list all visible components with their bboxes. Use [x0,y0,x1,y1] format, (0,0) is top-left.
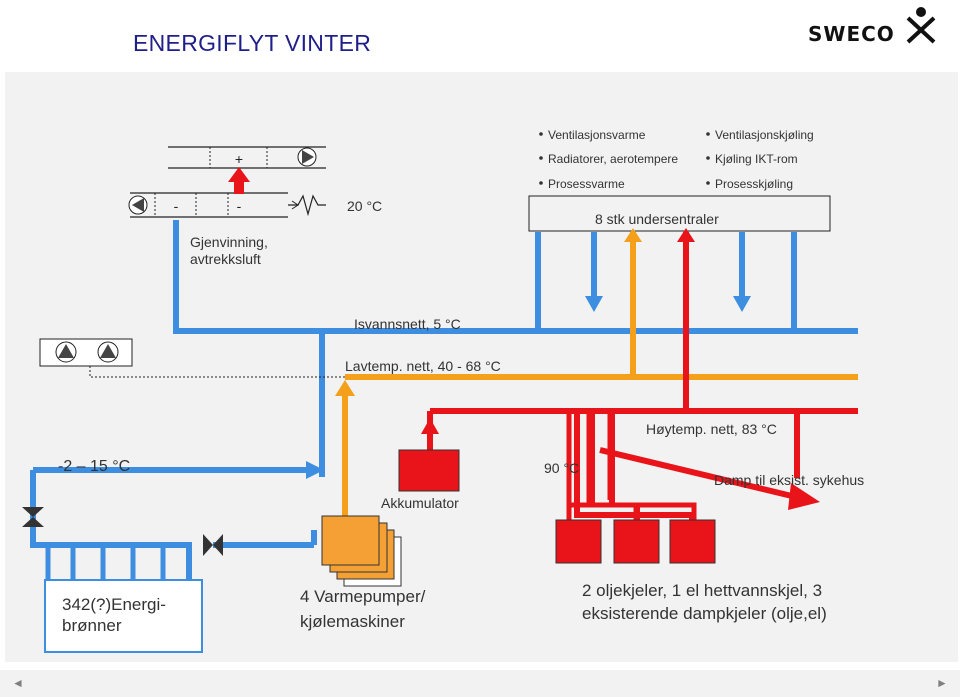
steam-label: Damp til eksist. sykehus [714,472,865,488]
boilers-line2: eksisterende dampkjeler (olje,el) [582,604,827,623]
heating-item-2: Radiatorer, aerotempere [548,152,679,166]
exhaust-fan-icon [129,196,147,214]
recovery-label-line2: avtrekksluft [190,251,261,267]
cold-piping [176,220,858,477]
logo-text: SWECO [808,22,895,46]
ventilation-minus-left: - [173,198,179,214]
recovery-arrow-icon [228,167,250,194]
valve-icon-bottom [203,534,223,556]
recovery-label-line1: Gjenvinning, [190,234,268,250]
pump-icon-right [98,342,118,362]
ventilation-minus-right: - [236,198,242,214]
slide-title: ENERGIFLYT VINTER [133,30,372,56]
heating-consumers-list [539,128,678,191]
cooling-item-1: Ventilasjonskjøling [715,128,814,142]
coil-icon [288,196,326,214]
slide-footer [0,670,960,697]
heatpump-units [322,516,401,586]
boiler-temp-label: 90 °C [544,460,580,476]
supply-fan-icon [298,148,316,166]
heatpump-box [40,339,345,377]
accumulator-label: Akkumulator [381,495,459,511]
boiler-3 [670,520,715,563]
ice-water-label: Isvannsnett, 5 °C [354,316,461,332]
valve-icon-left [22,507,44,527]
boiler-2 [614,520,659,563]
cooling-item-3: Prosesskjøling [715,177,794,191]
ventilation-temperature: 20 °C [347,198,383,214]
heating-item-1: Ventilasjonsvarme [548,128,646,142]
prev-slide-button[interactable]: ◄ [12,676,24,690]
boiler-1 [556,520,601,563]
accumulator-tank [399,450,459,491]
heatpumps-line1: 4 Varmepumper/ [300,587,426,606]
energy-wells-line1: 342(?)Energi- [62,595,166,614]
cooling-item-2: Kjøling IKT-rom [715,152,798,166]
ventilation-plus: + [234,151,244,167]
boilers-line1: 2 oljekjeler, 1 el hettvannskjel, 3 [582,581,823,600]
cooling-consumers-list [706,128,814,191]
hightemp-label: Høytemp. nett, 83 °C [646,421,777,437]
ventilation-unit [129,147,326,217]
lowtemp-label: Lavtemp. nett, 40 - 68 °C [345,358,501,374]
heating-item-3: Prosessvarme [548,177,625,191]
pump-icon-left [56,342,76,362]
ground-temp-label: -2 – 15 °C [58,458,131,475]
energy-wells-line2: brønner [62,616,122,635]
boiler-units [556,520,715,563]
next-slide-button[interactable]: ► [936,676,948,690]
substations-label: 8 stk undersentraler [595,211,719,227]
heatpumps-line2: kjølemaskiner [300,612,405,631]
